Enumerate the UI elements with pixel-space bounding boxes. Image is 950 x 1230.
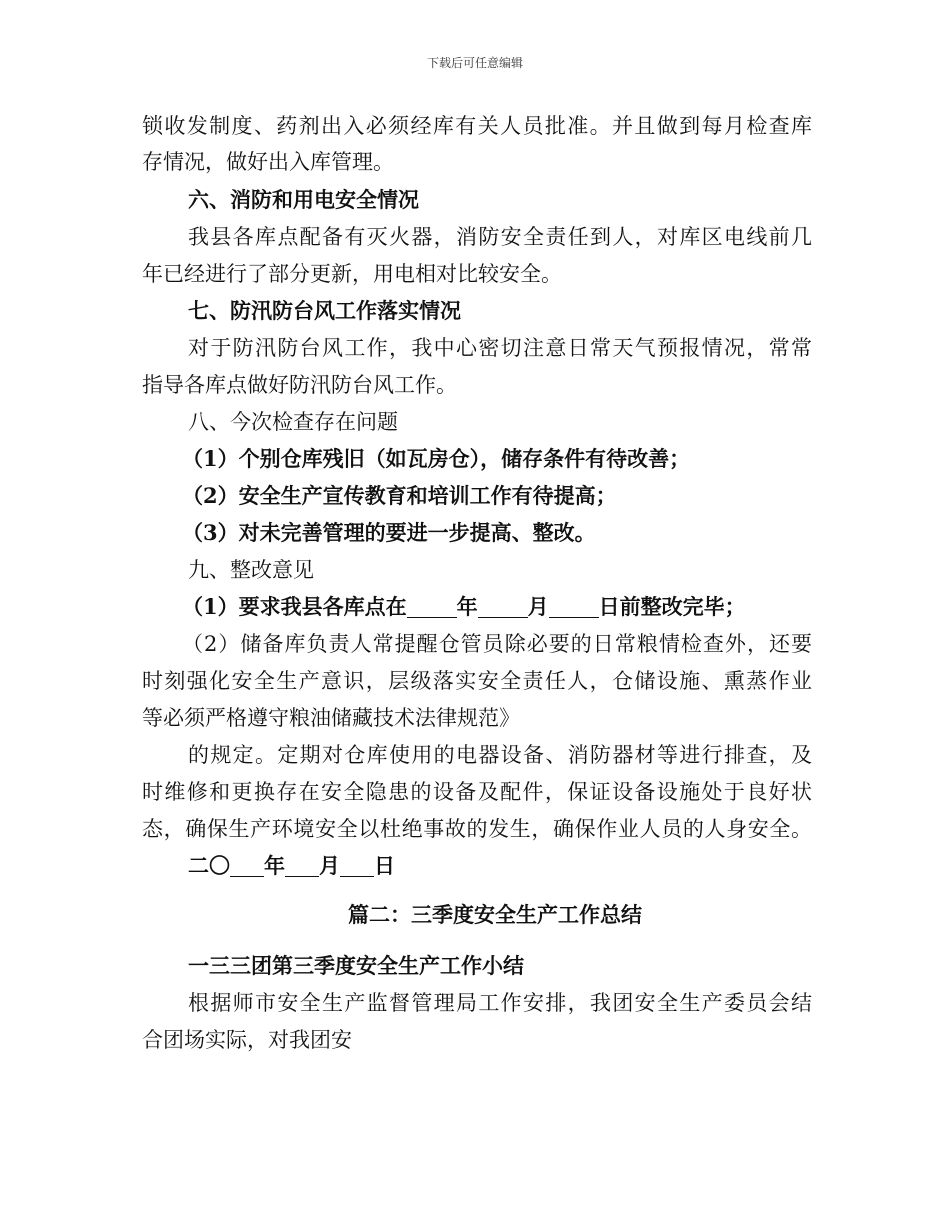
paragraph-line: 年已经进行了部分更新，用电相对比较安全。 — [142, 262, 562, 286]
year-label: 年 — [264, 853, 285, 878]
paragraph-line: 对于防汛防台风工作，我中心密切注意日常天气预报情况，常常 — [188, 336, 812, 360]
paragraph-line: 态，确保生产环境安全以杜绝事故的发生，确保作业人员的人身安全。 — [142, 817, 812, 841]
blank-field-year — [230, 854, 264, 877]
paragraph-line: 合团场实际，对我团安 — [142, 1028, 352, 1052]
year-label: 年 — [456, 594, 478, 619]
rectification-text: （1）要求我县各库点在 — [182, 594, 407, 619]
paragraph-line: 时刻强化安全生产意识，层级落实安全责任人，仓储设施、熏蒸作业 — [142, 669, 812, 693]
paragraph-line: 我县各库点配备有灭火器，消防安全责任到人，对库区电线前几 — [188, 225, 812, 249]
paragraph-line: 时维修和更换存在安全隐患的设备及配件，保证设备设施处于良好状 — [142, 780, 812, 804]
blank-field-month — [478, 595, 528, 618]
paragraph-line: （2）储备库负责人常提醒仓管员除必要的日常粮情检查外，还要 — [182, 632, 812, 656]
blank-field-year — [407, 595, 457, 618]
rectification-text-end: 日前整改完毕； — [598, 594, 746, 619]
paragraph-line: 锁收发制度、药剂出入必须经库有关人员批准。并且做到每月检查库 — [142, 114, 812, 138]
paragraph-line: 的规定。定期对仓库使用的电器设备、消防器材等进行排查，及 — [188, 743, 812, 767]
issue-item-3: （3）对未完善管理的要进一步提高、整改。 — [182, 520, 596, 545]
month-label: 月 — [319, 853, 340, 878]
paragraph-line: 等必须严格遵守粮油储藏技术法律规范》 — [142, 706, 520, 730]
part2-title: 篇二：三季度安全生产工作总结 — [348, 902, 642, 927]
issue-item-1: （1）个别仓库残旧（如瓦房仓），储存条件有待改善； — [182, 446, 691, 471]
paragraph-line: 存情况，做好出入库管理。 — [142, 150, 394, 174]
section-heading-7: 七、防汛防台风工作落实情况 — [188, 298, 461, 323]
section-heading-9: 九、整改意见 — [188, 558, 314, 582]
blank-field-day — [340, 854, 374, 877]
day-label: 日 — [374, 853, 395, 878]
issue-item-2: （2）安全生产宣传教育和培训工作有待提高； — [182, 483, 617, 508]
blank-field-day — [549, 595, 599, 618]
section-heading-6: 六、消防和用电安全情况 — [188, 187, 419, 212]
rectification-item-1 — [182, 592, 806, 622]
date-prefix: 二〇 — [188, 853, 230, 878]
paragraph-line: 根据师市安全生产监督管理局工作安排，我团安全生产委员会结 — [188, 991, 812, 1015]
date-line — [188, 851, 812, 881]
section-heading-8: 八、今次检查存在问题 — [188, 410, 398, 434]
month-label: 月 — [527, 594, 549, 619]
paragraph-line: 指导各库点做好防汛防台风工作。 — [142, 373, 457, 397]
part2-subtitle: 一三三团第三季度安全生产工作小结 — [188, 953, 524, 978]
page-header-note: 下载后可任意编辑 — [426, 56, 523, 70]
blank-field-month — [285, 854, 319, 877]
